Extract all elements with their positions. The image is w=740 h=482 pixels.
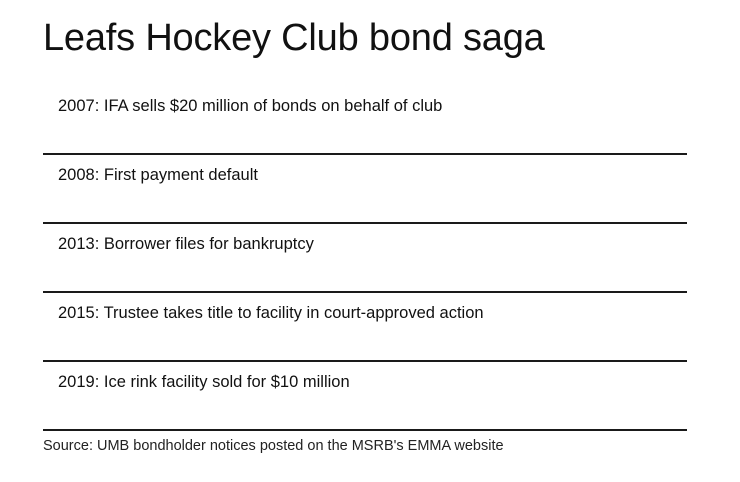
event-text: 2015: Trustee takes title to facility in court-approved action xyxy=(58,304,484,322)
timeline-list xyxy=(43,88,687,433)
source-note: Source: UMB bondholder notices posted on the MSRB's EMMA website xyxy=(43,438,504,454)
event-text: 2013: Borrower files for bankruptcy xyxy=(58,235,314,253)
timeline-event-2013 xyxy=(43,226,687,293)
timeline-event-2008 xyxy=(43,157,687,224)
timeline-event-2019 xyxy=(43,364,687,431)
event-text: 2008: First payment default xyxy=(58,166,258,184)
page-title: Leafs Hockey Club bond saga xyxy=(43,17,545,59)
timeline-event-2007 xyxy=(43,88,687,155)
event-text: 2007: IFA sells $20 million of bonds on behalf of club xyxy=(58,97,443,115)
event-text: 2019: Ice rink facility sold for $10 million xyxy=(58,373,350,391)
timeline-event-2015 xyxy=(43,295,687,362)
